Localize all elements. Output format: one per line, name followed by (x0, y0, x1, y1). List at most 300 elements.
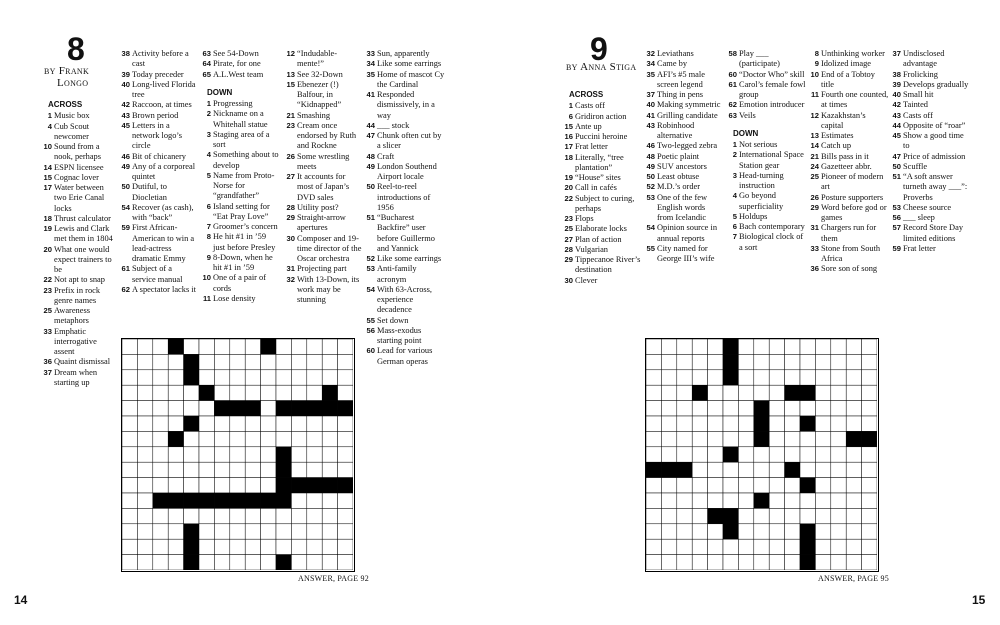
grid-cell (199, 370, 214, 385)
grid-cell (723, 416, 738, 431)
clue-text: Cub Scout newcomer (54, 121, 90, 141)
grid-cell (291, 555, 306, 570)
clue-number: 15 (286, 79, 295, 89)
clue-text: Record Store Day limited editions (903, 223, 964, 243)
clue-text: Pioneer of modern art (821, 172, 884, 192)
clue-number: 36 (810, 264, 819, 274)
clue (561, 194, 641, 215)
grid-cell (785, 524, 800, 539)
clue-number: 59 (121, 223, 130, 233)
grid-cell (785, 339, 800, 354)
grid-cell (754, 539, 769, 554)
clue (199, 150, 279, 171)
clue-number: 41 (366, 90, 375, 99)
clue-text: “A soft answer turneth away ___”: Proverbs (903, 172, 968, 202)
grid-cell (214, 524, 229, 539)
clue-number: 33 (810, 243, 819, 253)
grid-cell (137, 555, 152, 570)
clue-number: 59 (892, 243, 901, 253)
clue (118, 49, 196, 70)
clue-text: Play ___ (participate) (739, 49, 780, 69)
clue-number: 60 (366, 346, 375, 356)
grid-cell (245, 478, 260, 493)
across-heading: ACROSS (48, 100, 83, 109)
grid-cell (708, 493, 723, 508)
clue-number: 3 (206, 129, 211, 139)
clue-text: Responded dismissively, in a way (377, 90, 435, 120)
black-square (245, 401, 260, 416)
grid-cell (646, 370, 661, 385)
clue (363, 152, 445, 162)
clue (118, 111, 196, 121)
clue (199, 109, 279, 130)
grid-cell (708, 370, 723, 385)
clue-number: 9 (814, 59, 819, 69)
grid-cell (291, 354, 306, 369)
black-square (276, 555, 291, 570)
clue-number: 62 (728, 100, 737, 110)
clue (889, 203, 971, 213)
grid-cell (338, 416, 353, 431)
clue-text: Catch up (821, 141, 852, 151)
grid-cell (122, 354, 137, 369)
grid-cell (291, 462, 306, 477)
grid-cell (338, 524, 353, 539)
grid-cell (245, 354, 260, 369)
clue (363, 326, 445, 347)
clue-number: 18 (43, 213, 52, 223)
clue (807, 193, 889, 203)
clue-number: 1 (206, 99, 211, 108)
clue-number: 50 (121, 182, 130, 192)
clue-number: 2 (206, 109, 211, 119)
grid-cell (168, 508, 183, 523)
clue-number: 4 (206, 150, 211, 160)
black-square (754, 401, 769, 416)
black-square (230, 493, 245, 508)
clue (889, 70, 971, 80)
clue (199, 202, 279, 223)
clue-text: Something about to develop (213, 150, 279, 170)
clue (283, 49, 363, 70)
grid-cell (846, 354, 861, 369)
clue-text: Opinion source in annual reports (657, 223, 718, 243)
grid-cell (322, 447, 337, 462)
clue-number: 10 (810, 69, 819, 79)
grid-cell (800, 401, 815, 416)
grid-cell (754, 385, 769, 400)
grid-cell (800, 431, 815, 446)
clue-text: Letters in a network logo’s circle (132, 120, 183, 151)
puzzle-8-col-3 (199, 49, 279, 304)
grid-cell (769, 493, 784, 508)
grid-cell (708, 524, 723, 539)
clue-text: Utility post? (297, 202, 339, 212)
grid-cell (322, 339, 337, 354)
puzzle-9-col-3 (725, 49, 807, 253)
clue-number: 54 (646, 223, 655, 233)
clue (807, 244, 889, 265)
clue-number: 63 (202, 49, 211, 58)
clue-number: 58 (728, 49, 737, 58)
grid-cell (261, 555, 276, 570)
clue (643, 193, 723, 224)
clue-text: Recover (as cash), with “back” (132, 202, 194, 222)
clue (40, 111, 116, 121)
grid-cell (661, 539, 676, 554)
clue-text: Groomer’s concern (213, 222, 278, 231)
clue-text: Carol’s female fowl group (739, 79, 806, 99)
clue-text: Gazetteer abbr. (821, 161, 872, 171)
grid-cell (677, 555, 692, 570)
clue (807, 49, 889, 59)
black-square (800, 539, 815, 554)
clue-text: Flops (575, 214, 594, 223)
clue (561, 122, 641, 132)
clue-text: Emphatic interrogative assent (54, 326, 97, 356)
clue-text: Two-legged zebra (657, 141, 718, 151)
clue (725, 150, 807, 171)
clue-number: 35 (646, 69, 655, 79)
grid-cell (291, 339, 306, 354)
clue (118, 70, 196, 80)
grid-cell (245, 339, 260, 354)
grid-cell (862, 447, 877, 462)
grid-cell (338, 462, 353, 477)
clue-number: 55 (366, 315, 375, 325)
clue-text: Idolized image (821, 59, 871, 69)
grid-cell (692, 555, 707, 570)
clue-text: Pirate, for one (213, 59, 261, 69)
clue (807, 162, 889, 172)
clue (283, 70, 363, 80)
clue-number: 43 (646, 120, 655, 130)
grid-cell (831, 555, 846, 570)
clue (889, 111, 971, 121)
grid-cell (338, 493, 353, 508)
grid-cell (769, 524, 784, 539)
clue (643, 70, 723, 91)
grid-cell (862, 539, 877, 554)
clue (725, 212, 807, 222)
clue-number: 10 (202, 273, 211, 283)
grid-cell (708, 447, 723, 462)
black-square (322, 478, 337, 493)
grid-cell (322, 416, 337, 431)
clue-number: 6 (568, 111, 573, 121)
clue-number: 61 (121, 264, 130, 274)
grid-cell (137, 478, 152, 493)
grid-cell (862, 524, 877, 539)
grid-cell (708, 354, 723, 369)
clue-text: ___ stock (377, 120, 410, 130)
clue (199, 49, 279, 59)
clue-number: 28 (286, 202, 295, 212)
clue-text: Craft (377, 151, 395, 161)
grid-cell (276, 431, 291, 446)
clue-text: 8-Down, when he hit #1 in ’59 (213, 252, 273, 272)
clue-number: 5 (206, 170, 211, 180)
black-square (754, 493, 769, 508)
clue-text: Dream when starting up (54, 367, 98, 387)
clue (889, 49, 971, 70)
grid-cell (862, 555, 877, 570)
grid-cell (153, 462, 168, 477)
grid-cell (261, 431, 276, 446)
grid-cell (661, 555, 676, 570)
clue-text: Price of admission (903, 151, 966, 161)
grid-cell (785, 539, 800, 554)
black-square (800, 555, 815, 570)
clue (725, 232, 807, 253)
clue (725, 49, 807, 70)
grid-cell (137, 539, 152, 554)
clue-text: He hit #1 in ’59 just before Presley (213, 232, 276, 252)
grid-cell (214, 416, 229, 431)
grid-cell (692, 493, 707, 508)
clue-number: 40 (121, 79, 130, 89)
grid-cell (245, 370, 260, 385)
clue-text: City named for George III’s wife (657, 243, 715, 263)
grid-cell (261, 354, 276, 369)
clue (363, 182, 445, 213)
grid-cell (677, 539, 692, 554)
clue (283, 111, 363, 121)
grid-cell (815, 447, 830, 462)
clue-text: Making symmetric (657, 100, 721, 110)
clue-number: 5 (732, 211, 737, 221)
grid-cell (338, 354, 353, 369)
clue-number: 47 (892, 151, 901, 161)
clue-number: 54 (366, 284, 375, 294)
black-square (692, 385, 707, 400)
grid-cell (168, 524, 183, 539)
grid-cell (199, 539, 214, 554)
clue-text: Dutiful, to Diocletian (132, 182, 167, 202)
clue-number: 50 (646, 172, 655, 181)
clue-number: 31 (810, 223, 819, 233)
clue (199, 232, 279, 253)
grid-cell (815, 462, 830, 477)
clue (725, 100, 807, 110)
clue (40, 306, 116, 327)
black-square (677, 462, 692, 477)
clue-number: 47 (366, 131, 375, 140)
grid-cell (230, 478, 245, 493)
clue-text: Sore son of song (821, 264, 878, 274)
grid-cell (831, 508, 846, 523)
black-square (708, 508, 723, 523)
grid-cell (137, 354, 152, 369)
black-square (261, 339, 276, 354)
clue-number: 48 (366, 151, 375, 161)
clue-text: See 54-Down (213, 49, 259, 58)
grid-cell (122, 370, 137, 385)
clue-number: 35 (366, 69, 375, 79)
clue (643, 162, 723, 172)
black-square (785, 385, 800, 400)
clue (283, 264, 363, 274)
clue-text: Estimates (821, 131, 854, 140)
black-square (276, 462, 291, 477)
grid-cell (646, 539, 661, 554)
clue-text: Fourth one counted, at times (821, 90, 889, 110)
clue (363, 213, 445, 254)
grid-cell (122, 416, 137, 431)
grid-cell (153, 478, 168, 493)
clue-text: Sound from a nook, perhaps (54, 142, 101, 162)
grid-cell (769, 416, 784, 431)
grid-cell (846, 478, 861, 493)
grid-cell (153, 431, 168, 446)
puzzle-8-col-4 (283, 49, 363, 305)
clue-text: Music box (54, 111, 90, 121)
grid-cell (723, 493, 738, 508)
grid-cell (291, 524, 306, 539)
grid-cell (307, 339, 322, 354)
grid-cell (261, 478, 276, 493)
clue-text: Show a good time to (903, 131, 964, 151)
grid-cell (800, 508, 815, 523)
grid-cell (214, 555, 229, 570)
grid-cell (322, 431, 337, 446)
grid-cell (245, 416, 260, 431)
clue-number: 51 (892, 172, 901, 181)
clue (118, 285, 196, 295)
grid-cell (291, 385, 306, 400)
grid-cell (153, 447, 168, 462)
grid-cell (831, 416, 846, 431)
clue-text: Nickname on a Whitehall statue (213, 109, 268, 129)
grid-cell (785, 401, 800, 416)
clue (40, 286, 116, 307)
grid-cell (785, 431, 800, 446)
clue-number: 56 (892, 213, 901, 222)
grid-cell (230, 339, 245, 354)
clue-text: Any of a corporeal quintet (132, 161, 196, 181)
clue-text: Lead for various German operas (377, 346, 433, 366)
black-square (785, 462, 800, 477)
across-heading: ACROSS (569, 90, 604, 99)
clue-text: Holdups (739, 211, 768, 221)
grid-cell (307, 555, 322, 570)
clue-number: 9 (206, 252, 211, 262)
clue (40, 173, 116, 183)
clue-text: Some wrestling meets (297, 151, 350, 171)
clue-number: 43 (121, 110, 130, 120)
clue (643, 59, 723, 69)
grid-cell (646, 339, 661, 354)
clue (363, 131, 445, 152)
grid-cell (723, 385, 738, 400)
grid-cell (137, 508, 152, 523)
grid-cell (214, 447, 229, 462)
black-square (754, 416, 769, 431)
clue (643, 152, 723, 162)
grid-cell (800, 462, 815, 477)
black-square (291, 478, 306, 493)
grid-cell (738, 416, 753, 431)
grid-cell (769, 401, 784, 416)
grid-cell (754, 354, 769, 369)
clue-number: 23 (286, 120, 295, 130)
clue-number: 52 (646, 182, 655, 192)
grid-cell (168, 416, 183, 431)
grid-cell (214, 370, 229, 385)
grid-cell (846, 339, 861, 354)
grid-cell (338, 447, 353, 462)
clue-text: Thing in pens (657, 90, 704, 99)
grid-cell (184, 401, 199, 416)
clue-text: Ante up (575, 121, 602, 131)
grid-cell (661, 431, 676, 446)
clue-number: 39 (892, 79, 901, 89)
grid-cell (245, 431, 260, 446)
clue (807, 90, 889, 111)
grid-cell (692, 462, 707, 477)
clue (199, 70, 279, 80)
grid-cell (815, 401, 830, 416)
clue-number: 23 (43, 285, 52, 295)
grid-cell (338, 339, 353, 354)
clue-number: 11 (810, 90, 819, 99)
clue-text: Tippecanoe River’s destination (575, 255, 641, 275)
grid-cell (646, 524, 661, 539)
grid-cell (199, 416, 214, 431)
clue-text: Posture supporters (821, 192, 884, 202)
grid-cell (785, 370, 800, 385)
grid-cell (230, 555, 245, 570)
clue-text: Prefix in rock genre names (54, 285, 101, 305)
grid-cell (661, 447, 676, 462)
grid-cell (862, 462, 877, 477)
grid-cell (245, 447, 260, 462)
grid-cell (137, 370, 152, 385)
grid-cell (738, 508, 753, 523)
clue (807, 131, 889, 141)
grid-cell (291, 370, 306, 385)
grid-cell (276, 416, 291, 431)
clue-number: 45 (121, 120, 130, 130)
clue-text: AFI’s #5 male screen legend (657, 69, 705, 89)
clue-text: Ebenezer (!) Balfour, in “Kidnapped” (297, 79, 342, 110)
grid-cell (661, 478, 676, 493)
grid-cell (153, 354, 168, 369)
grid-cell (800, 354, 815, 369)
grid-cell (769, 539, 784, 554)
clue (118, 100, 196, 110)
black-square (291, 401, 306, 416)
grid-cell (785, 354, 800, 369)
grid-cell (137, 524, 152, 539)
grid-cell (846, 462, 861, 477)
clue (40, 368, 116, 389)
clue-text: Literally, “tree plantation” (575, 152, 624, 172)
clue-number: 42 (892, 100, 901, 110)
clue-number: 36 (43, 357, 52, 367)
clue-text: Frat letter (903, 243, 936, 253)
grid-cell (862, 401, 877, 416)
grid-cell (815, 478, 830, 493)
grid-cell (646, 401, 661, 416)
puzzle-8-number: 8 (67, 31, 85, 67)
black-square (184, 539, 199, 554)
puzzle-9-col-2 (643, 49, 723, 264)
clue-text: Grilling candidate (657, 110, 718, 120)
grid-cell (199, 401, 214, 416)
grid-cell (800, 339, 815, 354)
clue-number: 30 (564, 275, 573, 285)
